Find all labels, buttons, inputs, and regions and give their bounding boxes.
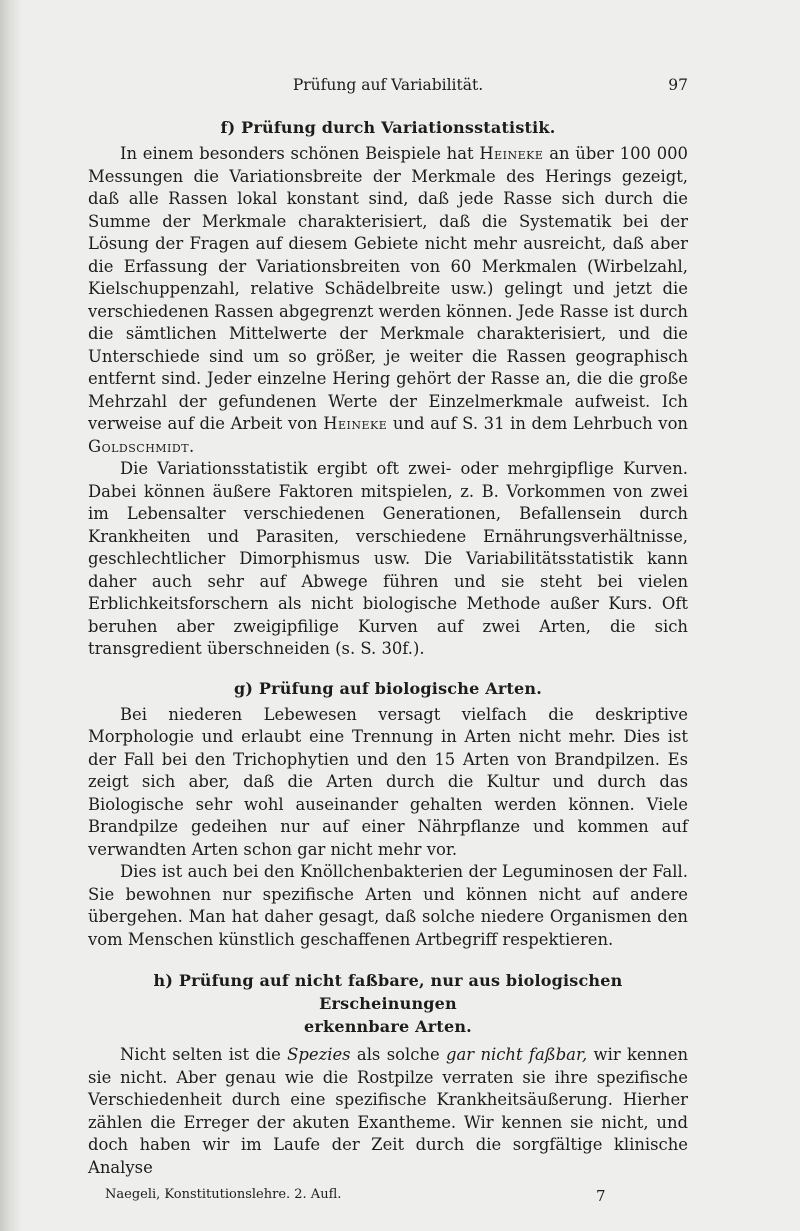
page-footer [88,1187,688,1207]
section-f-paragraph-2: Die Variationsstatistik ergibt oft zwei- oder mehrgipflige Kurven. Dabei können äußere Faktoren mitspielen, z. B. Vorkommen von zwei im Lebensalter verschiedenen Generationen, Befallensein durch Krankheiten und Parasiten, verschiedene Ernährungsverhältnisse, geschlechtlicher Dimorphismus usw. Die Variabilitätsstatistik kann daher auch sehr auf Abwege führen und sie steht bei vielen Erblichkeitsforschern als nicht biologische Methode außer Kurs. Oft beruhen aber zweigipfilige Kurven auf zwei Arten, die sich transgredient überschneiden (s. S. 30f.). [88,459,688,658]
section-f [88,118,688,661]
section-f-heading: f) Prüfung durch Variationsstatistik. [220,118,556,137]
section-h-heading [88,969,688,1038]
running-head [88,76,688,104]
emphasis: Spezies [287,1045,351,1064]
section-h-heading-line-2: erkennbare Arten. [304,1017,472,1036]
author-name: Heineke [479,144,544,163]
section-h [88,969,688,1179]
text-run: . [189,436,195,456]
emphasis: gar nicht faßbar, [446,1045,588,1064]
section-h-paragraph-1 [88,1044,688,1179]
text-run: an über 100 000 Messungen die Variationsbreite der Merkmale des Herings gezeigt, daß alle Rassen lokal konstant sind, daß jede Rasse sich durch die Summe der Merkmale charakterisiert, daß die Systematik bei der Lösung der Fragen auf diesem Gebiete nicht mehr ausreicht, daß aber die Erfassung der Variationsbreiten von 60 Merkmalen (Wirbelzahl, Kielschuppenzahl, relative Schädelbreite usw.) gelingt und jetzt die verschiedenen Rassen abgegrenzt werden können. Jede Rasse ist durch die sämtlichen Mittelwerte der Merkmale charakterisiert, und die Unterschiede sind um so größer, je weiter die Rassen geographisch entfernt sind. Jeder einzelne Hering gehört der Rasse an, die die große Mehrzahl der gefundenen Werte der Einzelmerkmale aufweist. Ich verweise auf die Arbeit von [88,144,688,433]
section-g-heading: g) Prüfung auf biologische Arten. [233,678,543,698]
text-run: und auf S. 31 in dem Lehrbuch von [387,414,688,433]
text-run: als solche [350,1045,446,1064]
signature-mark: 7 [596,1187,606,1205]
author-name: Heineke [323,414,388,433]
text-run: In einem besonders schönen Beispiele hat [120,144,480,163]
section-g [88,679,688,952]
scan-edge [0,0,22,1231]
section-f-paragraph-1 [88,143,688,458]
section-g-paragraph-1: Bei niederen Lebewesen versagt vielfach die deskriptive Morphologie und erlaubt eine Trennung in Arten nicht mehr. Dies ist der Fall bei den Trichophytien und den 15 Arten von Brandpilzen. Es zeigt sich aber, daß die Arten durch die Kultur und durch das Biologische sehr wohl auseinander gehalten werden können. Viele Brandpilze gedeihen nur auf einer Nährpflanze und kommen auf verwandten Arten schon gar nicht mehr vor. [88,704,688,859]
text-run: Nicht selten ist die [120,1045,288,1064]
book-page [88,76,688,1207]
section-g-paragraph-2: Dies ist auch bei den Knöllchenbakterien der Leguminosen der Fall. Sie bewohnen nur spezifische Arten und können nicht auf andere übergehen. Man hat daher gesagt, daß solche niedere Organismen den vom Menschen künstlich geschaffenen Artbegriff respektieren. [88,862,688,949]
author-name: Goldschmidt [88,436,190,456]
text-run: wir kennen sie nicht. Aber genau wie die Rostpilze verraten sie ihre spezifische Verschiedenheit durch eine spezifische Krankheitsäußerung. Hierher zählen die Erreger der akuten Exantheme. Wir kennen sie nicht, und doch haben wir im Laufe der Zeit durch die sorgfältige klinische Analyse [88,1045,688,1177]
running-title: Prüfung auf Variabilität. [292,76,484,94]
page-number: 97 [668,76,688,94]
footer-citation: Naegeli, Konstitutionslehre. 2. Aufl. [105,1187,342,1202]
section-h-heading-line-1: h) Prüfung auf nicht faßbare, nur aus biologischen Erscheinungen [153,971,623,1013]
